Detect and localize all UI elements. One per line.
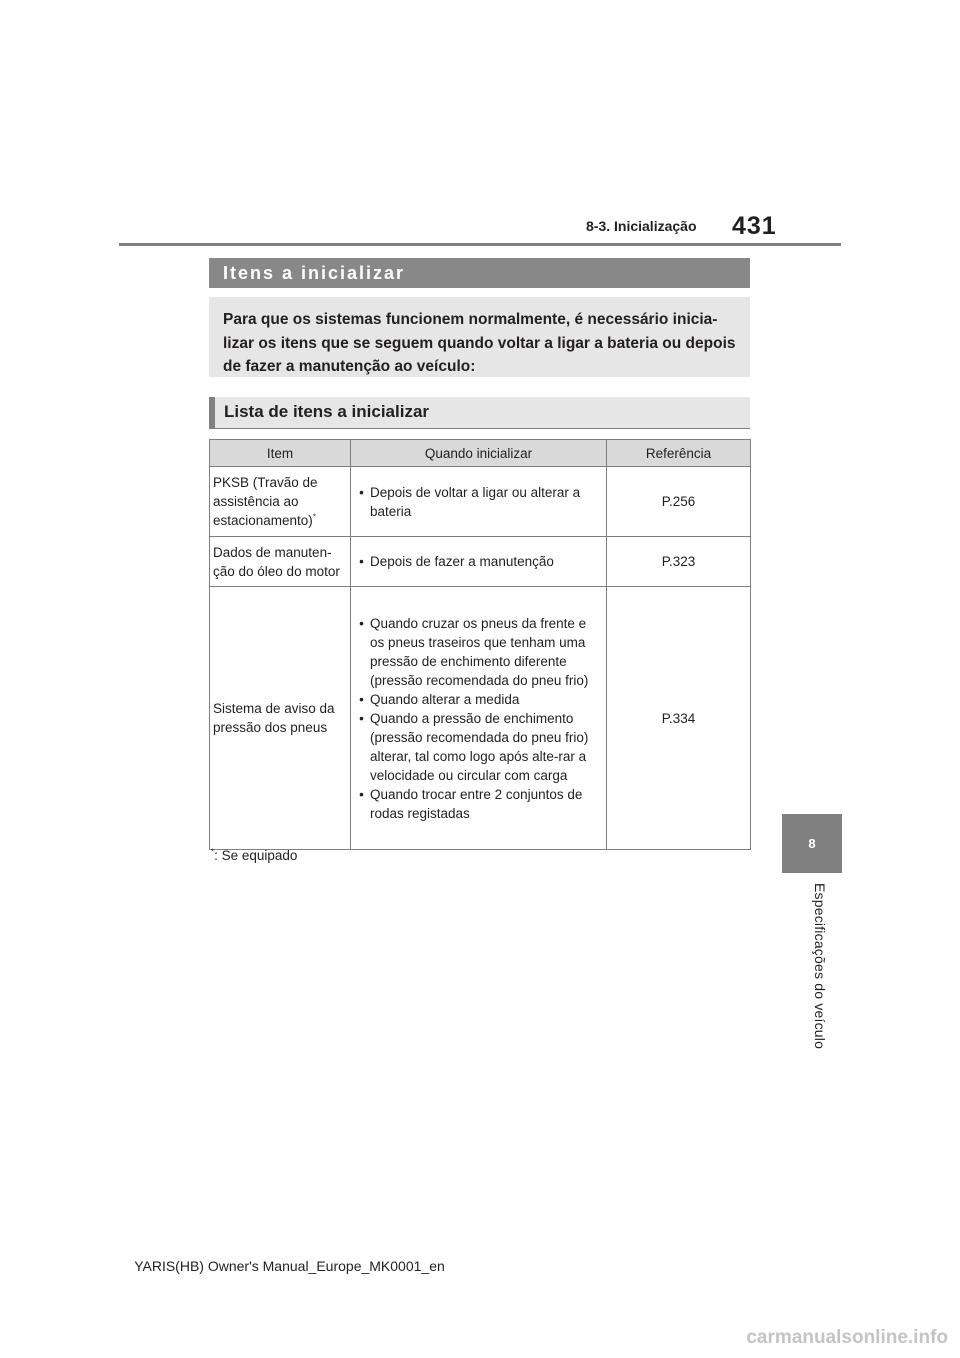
page-reference: P.323 [607,537,751,587]
column-header-reference: Referência [607,440,751,467]
chapter-tab: 8 [782,814,842,873]
table-row [210,537,751,587]
item-name: PKSB (Travão de assistência ao estacionamento) [213,475,318,528]
item-cell: Sistema de aviso da pressão dos pneus [210,587,351,850]
page-reference: P.256 [607,467,751,537]
page-reference: P.334 [607,587,751,850]
condition-item: • Quando trocar entre 2 conjuntos de rodas registadas [359,786,583,821]
item-cell [210,467,351,537]
condition-item: • Depois de voltar a ligar ou alterar a bateria [359,484,581,519]
footnote [211,848,297,863]
header-divider [119,243,841,246]
manual-footer: YARIS(HB) Owner's Manual_Europe_MK0001_en [134,1258,445,1274]
intro-text: Para que os sistemas funcionem normalmente, é necessário inicia-lizar os itens que se seguem quando voltar a ligar a bateria ou depois de fazer a manutenção ao veículo: [209,297,750,377]
condition-item: • Quando a pressão de enchimento (pressão recomendada do pneu frio) alterar, tal como logo após alte-rar a velocidade ou circular com carga [359,710,589,783]
watermark: carmanualsonline.info [746,1327,948,1348]
optional-marker: * [312,512,316,522]
page-number: 431 [732,212,777,240]
when-cell [351,537,607,587]
column-header-when: Quando inicializar [351,440,607,467]
section-title: 8-3. Inicialização [586,218,697,234]
table-header-row [210,440,751,467]
column-header-item: Item [210,440,351,467]
table-row [210,587,751,850]
item-cell: Dados de manuten-ção do óleo do motor [210,537,351,587]
section-heading: Itens a inicializar [209,258,750,288]
initialize-items-table [209,439,751,850]
list-heading: Lista de itens a inicializar [209,397,750,428]
footnote-text: : Se equipado [214,848,298,863]
condition-item: • Quando cruzar os pneus da frente e os pneus traseiros que tenham uma pressão de enchimento diferente (pressão recomendada do pneu frio) [359,615,589,688]
when-cell [351,467,607,537]
condition-item: • Quando alterar a medida [359,691,520,707]
list-heading-divider [209,428,750,429]
table-row [210,467,751,537]
when-cell [351,587,607,850]
condition-item: • Depois de fazer a manutenção [359,554,554,569]
chapter-label: Especificações do veículo [812,883,828,1050]
footnote-marker: * [211,847,215,857]
